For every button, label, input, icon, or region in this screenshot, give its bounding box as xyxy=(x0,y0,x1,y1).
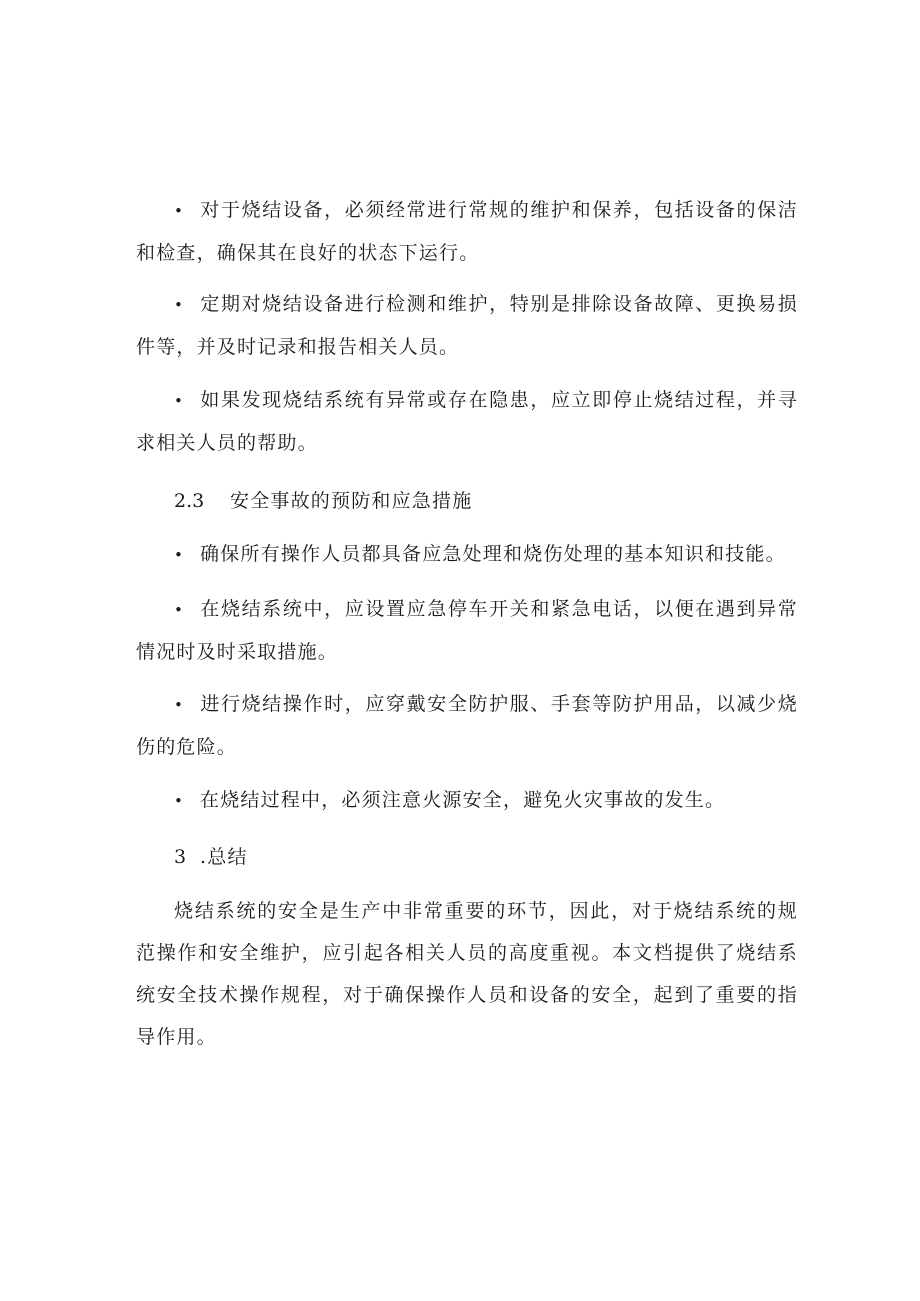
section-heading-3 xyxy=(174,836,248,878)
bullet-item-fire-safety xyxy=(136,779,798,822)
bullet-text: 在烧结系统中，应设置应急停车开关和紧急电话，以便在遇到异常情况时及时采取措施。 xyxy=(136,598,798,663)
bullet-item-abnormal-stop xyxy=(136,379,798,464)
bullet-item-equipment-maintenance xyxy=(136,189,798,274)
section-heading-2-3 xyxy=(174,480,472,522)
bullet-item-periodic-inspection xyxy=(136,283,798,368)
bullet-marker: • xyxy=(174,792,185,810)
bullet-text: 对于烧结设备，必须经常进行常规的维护和保养，包括设备的保洁和检查，确保其在良好的状态下运行。 xyxy=(136,199,798,264)
bullet-marker: • xyxy=(174,392,185,410)
summary-paragraph: 烧结系统的安全是生产中非常重要的环节，因此，对于烧结系统的规范操作和安全维护，应引起各相关人员的高度重视。本文档提供了烧结系统安全技术操作规程，对于确保操作人员和设备的安全，起到了重要的指导作用。 xyxy=(136,900,798,1048)
bullet-text: 确保所有操作人员都具备应急处理和烧伤处理的基本知识和技能。 xyxy=(200,543,786,565)
bullet-text: 进行烧结操作时，应穿戴安全防护服、手套等防护用品，以减少烧伤的危险。 xyxy=(136,693,798,758)
bullet-item-emergency-stop-switch xyxy=(136,588,798,673)
section-number: 3 xyxy=(174,846,187,868)
bullet-text: 在烧结过程中，必须注意火源安全，避免火灾事故的发生。 xyxy=(200,789,726,811)
bullet-item-protective-gear xyxy=(136,683,798,768)
section-title: 安全事故的预防和应急措施 xyxy=(230,490,473,512)
bullet-marker: • xyxy=(174,696,185,714)
bullet-text: 如果发现烧结系统有异常或存在隐患，应立即停止烧结过程，并寻求相关人员的帮助。 xyxy=(136,389,798,454)
bullet-marker: • xyxy=(174,601,185,619)
section-title: .总结 xyxy=(200,846,248,868)
bullet-item-emergency-knowledge xyxy=(136,533,798,576)
bullet-marker: • xyxy=(174,202,185,220)
bullet-marker: • xyxy=(174,296,185,314)
section-number: 2.3 xyxy=(174,490,205,512)
bullet-marker: • xyxy=(174,546,185,564)
bullet-text: 定期对烧结设备进行检测和维护，特别是排除设备故障、更换易损件等，并及时记录和报告相关人员。 xyxy=(136,293,798,358)
